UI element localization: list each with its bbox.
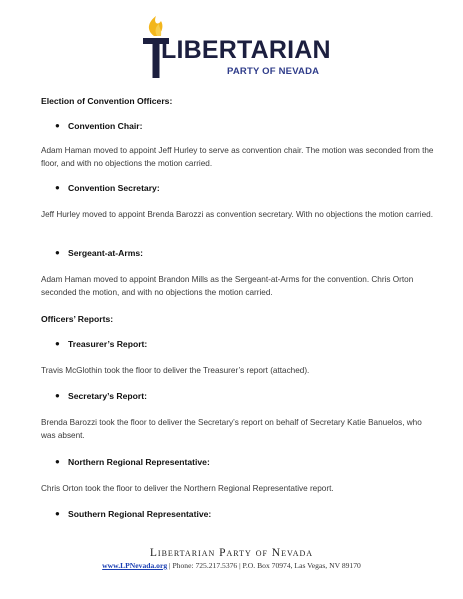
bullet-icon: ●	[55, 339, 60, 348]
secretary-report-text: Brenda Barozzi took the floor to deliver the Secretary’s report on behalf of Secretary Katie Banuelos, who was absent.	[41, 418, 422, 440]
northern-heading: Northern Regional Representative:	[68, 457, 210, 467]
election-heading: Election of Convention Officers:	[41, 96, 173, 106]
sergeant-heading: Sergeant-at-Arms:	[68, 248, 143, 258]
bullet-icon: ●	[55, 457, 60, 466]
party-logo	[140, 14, 330, 80]
southern-heading: Southern Regional Representative:	[68, 509, 212, 519]
bullet-icon: ●	[55, 391, 60, 400]
sergeant-text: Adam Haman moved to appoint Brandon Mills as the Sergeant-at-Arms for the convention. Chris Orton seconded the motion, and with no objections the motion carried.	[41, 275, 414, 297]
website-link[interactable]: www.LPNevada.org	[102, 561, 168, 570]
northern-text: Chris Orton took the floor to deliver the Northern Regional Representative report.	[41, 484, 334, 493]
treasurer-text: Travis McGlothin took the floor to deliver the Treasurer’s report (attached).	[41, 366, 310, 375]
bullet-icon: ●	[55, 121, 60, 130]
chair-heading: Convention Chair:	[68, 121, 143, 131]
footer-contact	[0, 561, 463, 570]
logo-subtitle: PARTY OF NEVADA	[227, 66, 320, 77]
footer-organization: Libertarian Party of Nevada	[149, 547, 314, 559]
bullet-icon: ●	[55, 248, 60, 257]
logo-wordmark: LIBERTARIAN	[161, 36, 331, 64]
bullet-icon: ●	[55, 509, 60, 518]
officers-heading: Officers’ Reports:	[41, 314, 114, 324]
contact-details: | Phone: 725.217.5376 | P.O. Box 70974, Las Vegas, NV 89170	[167, 561, 361, 570]
chair-text: Adam Haman moved to appoint Jeff Hurley to serve as convention chair. The motion was seconded from the floor, and with no objections the motion carried.	[41, 146, 434, 168]
secretary-text: Jeff Hurley moved to appoint Brenda Barozzi as convention secretary. With no objections the motion carried.	[41, 210, 433, 219]
bullet-icon: ●	[55, 183, 60, 192]
treasurer-heading: Treasurer’s Report:	[68, 339, 148, 349]
secretary-report-heading: Secretary’s Report:	[68, 391, 147, 401]
secretary-heading: Convention Secretary:	[68, 183, 160, 193]
